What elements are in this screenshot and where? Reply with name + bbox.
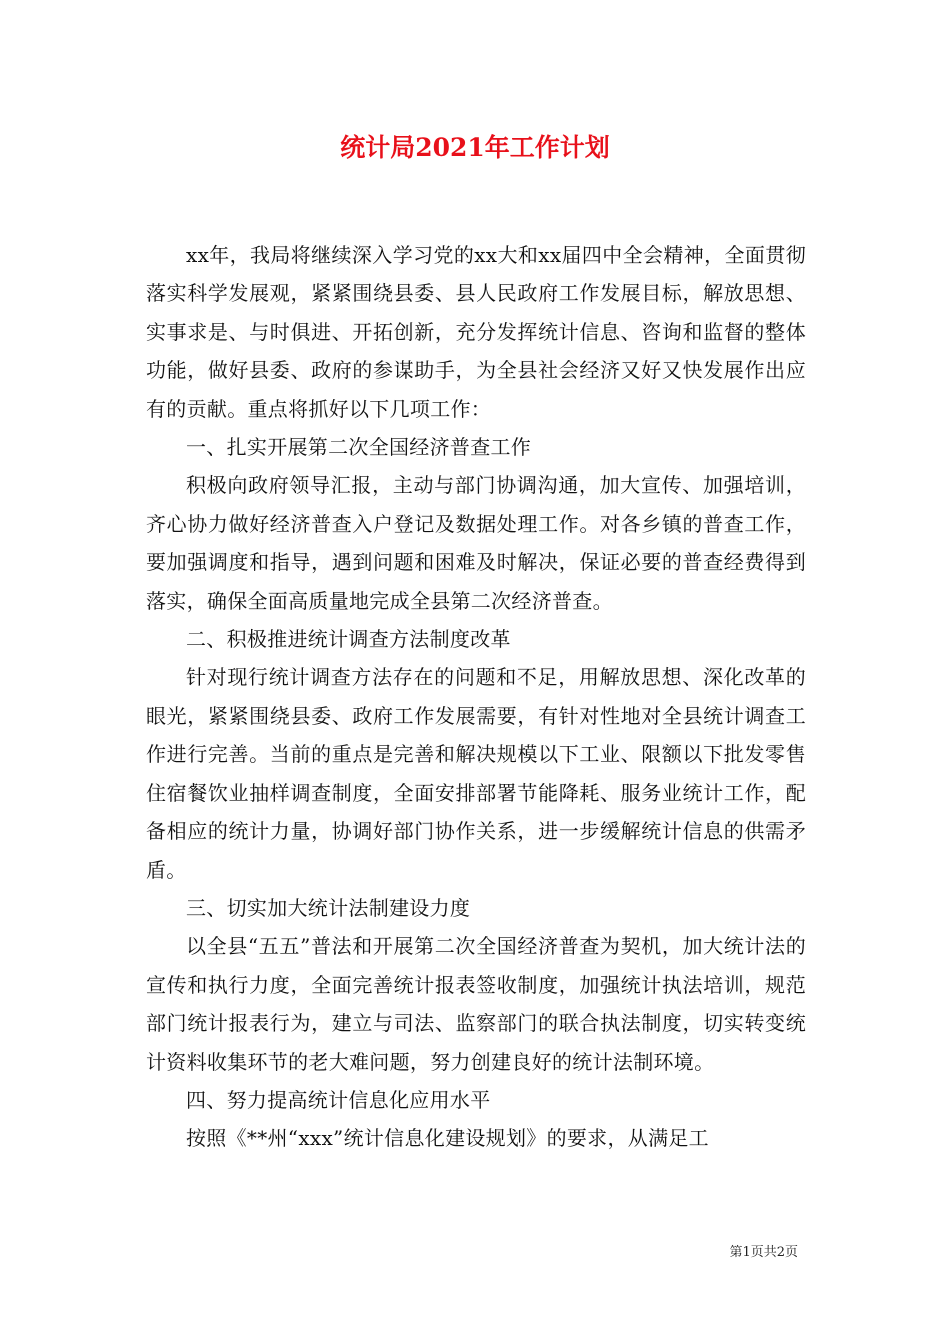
section-paragraph-4: 按照《**州“xxx”统计信息化建设规划》的要求，从满足工	[186, 1126, 709, 1151]
section-heading-3: 三、切实加大统计法制建设力度	[186, 895, 471, 920]
document-title: 统计局2021年工作计划	[340, 133, 610, 162]
section-heading-2: 二、积极推进统计调查方法制度改革	[186, 627, 511, 652]
intro-paragraph: xx年，我局将继续深入学习党的xx大和xx届四中全会精神，全面贯彻落实科学发展观，紧紧围绕县委、县人民政府工作发展目标，解放思想、实事求是、与时俱进、开拓创新，充分发挥统计信息、咨询和监督的整体功能，做好县委、政府的参谋助手，为全县社会经济又好又快发展作出应有的贡献。重点将抓好以下几项工作：	[146, 243, 806, 421]
section-paragraph-2: 针对现行统计调查方法存在的问题和不足，用解放思想、深化改革的眼光，紧紧围绕县委、政府工作发展需要，有针对性地对全县统计调查工作进行完善。当前的重点是完善和解决规模以下工业、限额以下批发零售住宿餐饮业抽样调查制度，全面安排部署节能降耗、服务业统计工作，配备相应的统计力量，协调好部门协作关系，进一步缓解统计信息的供需矛盾。	[146, 665, 806, 882]
document-body	[146, 236, 806, 1158]
section-heading-1: 一、扎实开展第二次全国经济普查工作	[186, 435, 532, 460]
section-paragraph-3: 以全县“五五”普法和开展第二次全国经济普查为契机，加大统计法的宣传和执行力度，全面完善统计报表签收制度，加强统计执法培训，规范部门统计报表行为，建立与司法、监察部门的联合执法制度，切实转变统计资料收集环节的老大难问题，努力创建良好的统计法制环境。	[146, 934, 806, 1074]
page-number: 第1页共2页	[729, 1245, 798, 1260]
section-paragraph-1: 积极向政府领导汇报，主动与部门协调沟通，加大宣传、加强培训，齐心协力做好经济普查入户登记及数据处理工作。对各乡镇的普查工作，要加强调度和指导，遇到问题和困难及时解决，保证必要的普查经费得到落实，确保全面高质量地完成全县第二次经济普查。	[146, 473, 806, 613]
section-heading-4: 四、努力提高统计信息化应用水平	[186, 1087, 491, 1112]
